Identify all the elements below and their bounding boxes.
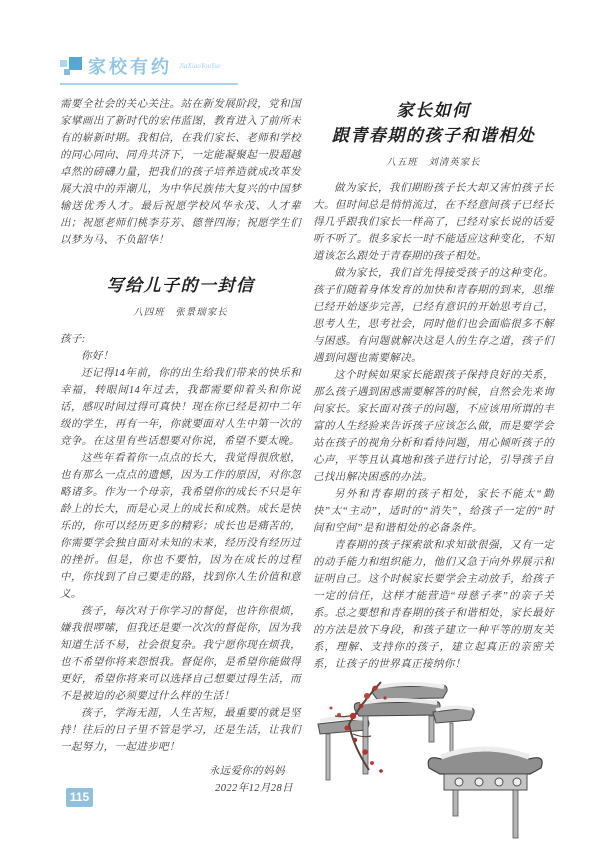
letter-signature: 永远爱你的妈妈 [208,766,285,777]
gate-roof-left [318,718,369,780]
article-title-letter: 写给儿子的一封信 [106,276,255,295]
article-byline: 八四班 张景瑞家长 [133,308,228,318]
paragraph: 这个时候如果家长能跟孩子保持良好的关系，那么孩子遇到困惑需要解答的时候，自然会先来询问家长。家长面对孩子的问题，不应该用所谓的丰富的人生经验来告诉孩子应该怎么做，而是要学会站在孩子的视角分析和看待问题，用心倾听孩子的心声，平等且认真地和孩子进行讨论，引导孩子自己找出解决困惑的办法。 [313,370,554,483]
page-header [60,53,238,85]
content-columns [60,96,554,845]
article-title-puberty [313,98,554,148]
article-title-line2: 跟青春期的孩子和谐相处 [331,126,536,145]
paragraph: 孩子，每次对于你学习的督促，也许你很烦，嫌我很啰嗦，但我还是要一次次的督促你，因为我知道生活不易，社会很复杂。我宁愿你现在烦我，也不希望你将来怨恨我。督促你，是希望你能做得更好，希望你将来可以选择自己想要过得生活，而不是被迫的必须要过什么样的生活！ [60,606,301,702]
continuation-paragraph: 需要全社会的关心关注。站在新发展阶段，党和国家擘画出了新时代的宏伟蓝图，教育进入了前所未有的崭新时期。我相信，在我们家长、老师和学校的同心同向、同舟共济下，一定能凝聚起一股超越卓然的磅礴力量，把我们的孩子培养造就成改革发展大浪中的弄潮儿，为中华民族伟大复兴的中国梦输送优秀人才。最后祝愿学校风华永茂、人才辈出；祝愿老师们桃李芬芳、德誉四海；祝愿学生们以梦为马、不负韶华！ [60,99,301,246]
paragraph: 这些年看着你一点点的长大，我觉得很欣慰，也有那么一点点的遗憾，因为工作的原因，对你忽略诸多。作为一个母亲，我希望你的成长不只是年龄上的长大，而是心灵上的成长和成熟。成长是快乐的，你可以经历更多的精彩；成长也是痛苦的，你需要学会独自面对未知的未来，经历没有经历过的挫折。但是，你也不要怕，因为在成长的过程中，你找到了自己要走的路，找到你人生价值和意义。 [60,453,301,600]
paragraph: 青春期的孩子探索欲和求知欲很强，又有一定的动手能力和组织能力，他们又急于向外界展示和证明自己。这个时候家长要学会主动放手，给孩子一定的信任，这样才能营造“母慈子孝”的亲子关系。总之要想和青春期的孩子和谐相处，家长最好的方法是放下身段，和孩子建立一种平等的朋友关系，理解、支持你的孩子，建立起真正的亲密关系，让孩子的世界真正接纳你！ [313,540,554,670]
paragraph: 还记得14年前，你的出生给我们带来的快乐和幸福，转眼间14年过去，我都需要仰着头和你说话，感叹时间过得可真快！现在你已经是初中二年级的学生，再有一年，你就要面对人生中第一次的竞争。在这里有些话想要对你说，希望不要太晚。 [60,368,301,447]
paragraph: 做为家长，我们首先得接受孩子的这种变化。孩子们随着身体发育的加快和青春期的到来，思维已经开始逐步完善，已经有意识的开始思考自己，思考人生，思考社会，同时他们也会面临很多不解与困惑。有问题就解决这是人的生存之道，孩子们遇到问题也需要解决。 [313,268,554,364]
section-title-pinyin: JiaXiaoYouYue [179,62,221,70]
logo-square [60,60,67,67]
letter-salutation: 孩子: [60,334,86,345]
paragraph: 做为家长，我们期盼孩子长大却又害怕孩子长大。但时间总是悄悄流过，在不经意间孩子已经长得几乎跟我们家长一样高了，已经对家长说的话爱听不听了。很多家长一时不能适应这种变化，不知道该怎么跟处于青春期的孩子相处。 [313,183,554,262]
logo-square [64,69,70,75]
section-title: 家校有约 [88,57,172,77]
ink-wash-gate-plum-illustration [317,678,554,845]
left-column [60,96,301,845]
paragraph: 另外和青春期的孩子相处，家长不能太“勤快”太“主动”，适时的“消失”，给孩子一定的“时间和空间”是和谐相处的必备条件。 [313,489,554,534]
pixel-squares-logo-icon [60,57,84,75]
article-title-line1: 家长如何 [396,101,471,120]
logo-square [69,57,82,70]
paragraph: 孩子，学海无涯，人生苦短，最重要的就是坚持！往后的日子里不管是学习，还是生活，让我们一起努力，一起进步吧！ [60,708,301,753]
page-number-badge: 115 [66,788,93,807]
paragraph: 你好！ [81,351,114,362]
article-byline: 八五班 刘清英家长 [386,158,481,168]
gate-main [428,749,542,838]
right-column [313,96,554,845]
letter-date: 2022年12月28日 [215,783,293,794]
